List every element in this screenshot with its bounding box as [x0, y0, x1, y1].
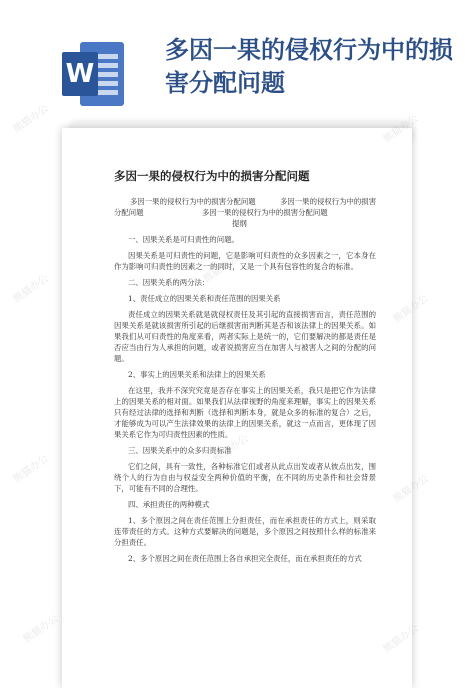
document-body [114, 234, 376, 569]
outline-line-c: 分配问题 [114, 208, 144, 217]
watermark-text: 熊猫办公 [381, 113, 421, 146]
heading-1: 一、因果关系是可归责性的问题。 [128, 235, 239, 244]
word-document-icon [62, 42, 124, 106]
paragraph: 责任成立的因果关系就是就侵权责任及其引起的直接损害而言，责任范围的因果关系是就该损害所引起的后继损害而判断其是否和该法律上的因果关系。如果我们从可归责性的角度来看，两者实际上是统一的，它们要解决的都是责任是否应当由行为人承担的问题，或者说损害应当在加害人与被害人之间的分配的问题。 [114, 310, 376, 363]
outline-line-a: 多因一果的侵权行为中的损害分配问题 [130, 197, 256, 206]
watermark-text: 熊猫办公 [201, 253, 241, 286]
outline-line-d: 多因一果的侵权行为中的损害分配问题 [202, 208, 328, 217]
subheading: 1、责任成立的因果关系和责任范围的因果关系 [128, 294, 281, 303]
subheading: 2、事实上的因果关系和法律上的因果关系 [128, 370, 266, 379]
outline-line-b: 多因一果的侵权行为中的损害 [280, 197, 377, 206]
paragraph: 因果关系是可归责性的问题，它是影响可归责性的众多因素之一，它本身在作为影响可归责性的因素之一的同时，又是一个具有包容性的复合的标准。 [114, 251, 376, 271]
header-banner [0, 0, 474, 140]
heading-2: 二、因果关系的两分法： [128, 278, 210, 287]
watermark-text: 熊猫办公 [11, 453, 51, 486]
watermark-text: 熊猫办公 [11, 103, 51, 136]
watermark-text: 熊猫办公 [21, 613, 61, 646]
document-page [62, 128, 412, 688]
word-icon-letter: W [62, 52, 98, 96]
watermark-text: 熊猫办公 [211, 433, 251, 466]
paragraph: 1、多个原因之间在责任范围上分担责任，而在承担责任的方式上，则采取连带责任的方式。这种方式要解决的问题是，多个原因之间按照什么样的标准来分担责任。 [114, 516, 376, 547]
paragraph: 在这里，我并不深究究竟是否存在事实上的因果关系，我只是把它作为法律上的因果关系的相对面。如果我们从法律视野的角度来理解，事实上的因果关系只有经过法律的选择和判断（选择和判断本身，就是众多的标准的复合）之后，才能够成为可以产生法律效果的法律上的因果关系，就这一点而言，更体现了因果关系它作为可归责性因素的性质。 [114, 386, 376, 439]
paragraph: 2、多个原因之间在责任范围上各自承担完全责任，而在承担责任的方式 [128, 554, 362, 563]
watermark-text: 熊猫办公 [391, 473, 431, 506]
watermark-text: 熊猫办公 [391, 293, 431, 326]
outline-label: 提纲 [232, 219, 247, 228]
heading-3: 三、因果关系中的众多归责标准 [128, 446, 232, 455]
document-title: 多因一果的侵权行为中的损害分配问题 [114, 169, 310, 183]
paragraph: 它们之间，具有一致性，各种标准它们或者从此点出发或者从彼点出发，围绕个人的行为自由与权益安全两种价值的平衡，在不同的历史条件和社会背景下，可能有不同的合理性。 [114, 462, 376, 493]
watermark-text: 熊猫办公 [381, 623, 421, 656]
watermark-text: 熊猫办公 [11, 273, 51, 306]
heading-4: 四、承担责任的两种模式 [128, 500, 210, 509]
banner-title: 多因一果的侵权行为中的损害分配问题 [165, 36, 453, 97]
